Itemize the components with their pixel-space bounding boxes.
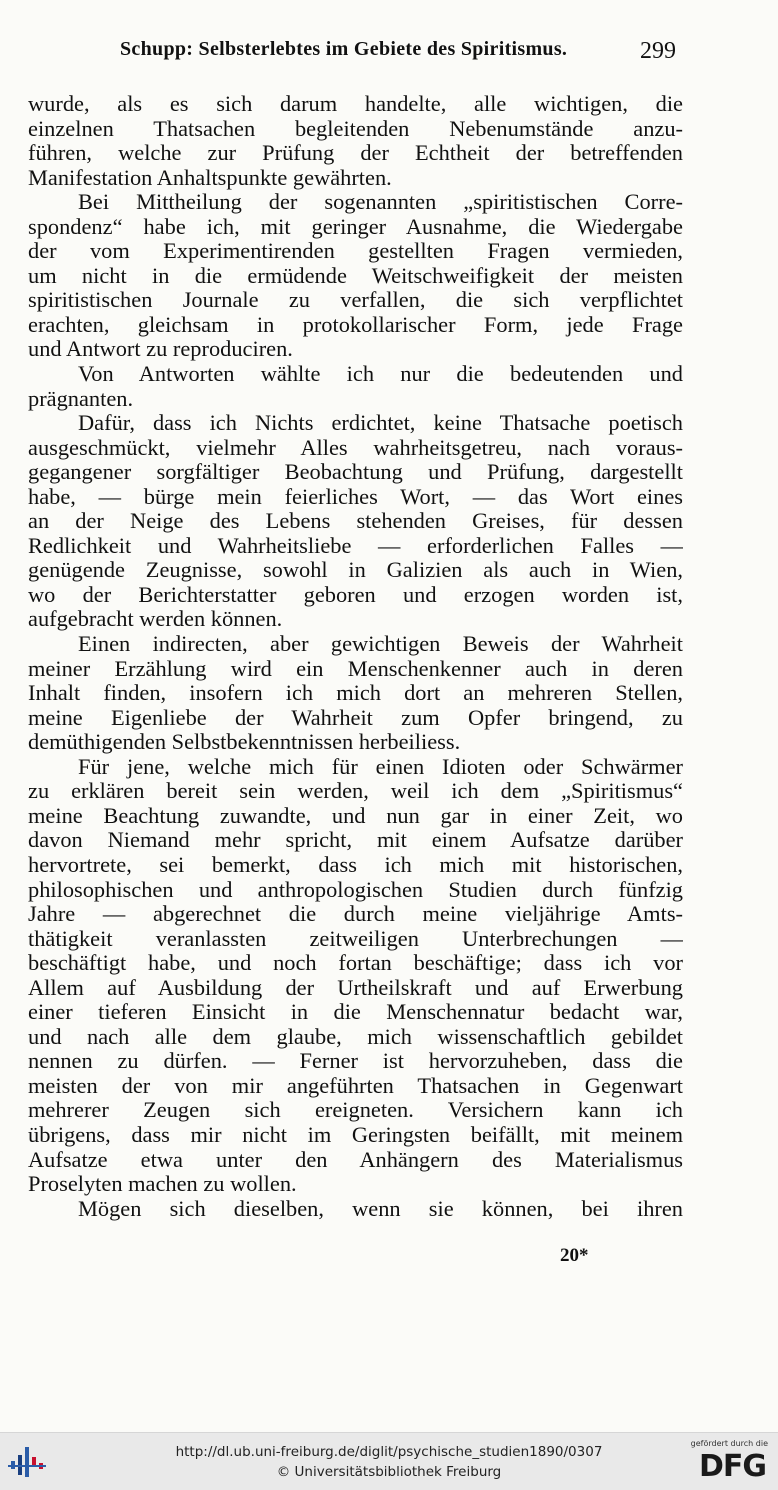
text-line: thätigkeit veranlassten zeitweiligen Unterbrechungen — bbox=[28, 926, 683, 951]
text-line: gegangener sorgfältiger Beobachtung und Prüfung, dargestellt bbox=[28, 460, 683, 485]
funder-note: gefördert durch die bbox=[690, 1439, 768, 1448]
text-line: demüthigenden Selbstbekenntnissen herbeiliess. bbox=[28, 730, 461, 755]
page-number: 299 bbox=[640, 38, 676, 64]
text-line: einzelnen Thatsachen begleitenden Nebenumstände anzu- bbox=[28, 116, 683, 141]
text-line: Jahre — abgerechnet die durch meine vieljährige Amts- bbox=[28, 902, 683, 927]
permalink[interactable]: http://dl.ub.uni-freiburg.de/diglit/psychische_studien1890/0307 bbox=[175, 1444, 603, 1460]
text-line: einer tieferen Einsicht in die Menschennatur bedacht war, bbox=[28, 1000, 683, 1025]
text-line: genügende Zeugnisse, sowohl in Galizien als auch in Wien, bbox=[28, 558, 683, 583]
text-line: und Antwort zu reproduciren. bbox=[28, 337, 293, 362]
text-line: Allem auf Ausbildung der Urtheilskraft und auf Erwerbung bbox=[28, 975, 683, 1000]
running-head-title: Schupp: Selbsterlebtes im Gebiete des Spiritismus. bbox=[120, 38, 568, 60]
text-line: zu erklären bereit sein werden, weil ich dem „Spiritismus“ bbox=[28, 779, 683, 804]
text-line: spiritistischen Journale zu verfallen, die sich verpflichtet bbox=[28, 288, 683, 313]
text-line: hervortrete, sei bemerkt, dass ich mich mit historischen, bbox=[28, 852, 683, 877]
text-line: Mögen sich dieselben, wenn sie können, bei ihren bbox=[78, 1196, 683, 1221]
text-line: führen, welche zur Prüfung der Echtheit der betreffenden bbox=[28, 141, 683, 166]
text-line: Inhalt finden, insofern ich mich dort an mehreren Stellen, bbox=[28, 681, 683, 706]
text-line: Dafür, dass ich Nichts erdichtet, keine Thatsache poetisch bbox=[78, 411, 683, 436]
signature-mark: 20* bbox=[560, 1245, 589, 1266]
text-line: an der Neige des Lebens stehenden Greises, für dessen bbox=[28, 509, 683, 534]
text-line: um nicht in die ermüdende Weitschweifigkeit der meisten bbox=[28, 263, 683, 288]
copyright-notice: © Universitätsbibliothek Freiburg bbox=[276, 1464, 502, 1480]
text-line: übrigens, dass mir nicht im Geringsten beifällt, mit meinem bbox=[28, 1122, 683, 1147]
text-line: prägnanten. bbox=[28, 386, 134, 411]
text-line: erachten, gleichsam in protokollarischer Form, jede Frage bbox=[28, 312, 683, 337]
text-line: davon Niemand mehr spricht, mit einem Aufsatze darüber bbox=[28, 828, 683, 853]
text-line: und nach alle dem glaube, mich wissenschaftlich gebildet bbox=[28, 1024, 683, 1049]
body-text bbox=[28, 92, 683, 1221]
viewer-footer bbox=[0, 1432, 778, 1490]
text-line: Von Antworten wählte ich nur die bedeutenden und bbox=[78, 362, 683, 387]
text-line: Bei Mittheilung der sogenannten „spiritistischen Corre- bbox=[78, 190, 683, 215]
text-line: philosophischen und anthropologischen Studien durch fünfzig bbox=[28, 877, 683, 902]
text-line: Manifestation Anhaltspunkte gewährten. bbox=[28, 165, 392, 190]
text-line: Redlichkeit und Wahrheitsliebe — erforderlichen Falles — bbox=[28, 533, 683, 558]
text-line: mehrerer Zeugen sich ereigneten. Versichern kann ich bbox=[28, 1098, 683, 1123]
text-line: habe, — bürge mein feierliches Wort, — das Wort eines bbox=[28, 484, 683, 509]
text-line: Für jene, welche mich für einen Idioten oder Schwärmer bbox=[78, 754, 683, 779]
text-line: aufgebracht werden können. bbox=[28, 607, 283, 632]
text-line: spondenz“ habe ich, mit geringer Ausnahme, die Wiedergabe bbox=[28, 214, 683, 239]
text-line: beschäftigt habe, und noch fortan beschäftige; dass ich vor bbox=[28, 951, 683, 976]
text-line: meiner Erzählung wird ein Menschenkenner auch in deren bbox=[28, 656, 683, 681]
dfg-logo[interactable]: DFG bbox=[698, 1449, 766, 1484]
text-line: ausgeschmückt, vielmehr Alles wahrheitsgetreu, nach voraus- bbox=[28, 435, 683, 460]
text-line: der vom Experimentirenden gestellten Fragen vermieden, bbox=[28, 239, 683, 264]
text-line: nennen zu dürfen. — Ferner ist hervorzuheben, dass die bbox=[28, 1049, 683, 1074]
text-line: Proselyten machen zu wollen. bbox=[28, 1172, 297, 1197]
text-line: wurde, als es sich darum handelte, alle wichtigen, die bbox=[28, 92, 683, 116]
text-line: Einen indirecten, aber gewichtigen Beweis der Wahrheit bbox=[78, 632, 683, 657]
text-line: meine Eigenliebe der Wahrheit zum Opfer bringend, zu bbox=[28, 705, 683, 730]
text-line: meine Beachtung zuwandte, und nun gar in einer Zeit, wo bbox=[28, 803, 683, 828]
text-line: meisten der von mir angeführten Thatsachen in Gegenwart bbox=[28, 1073, 683, 1098]
text-line: Aufsatze etwa unter den Anhängern des Materialismus bbox=[28, 1147, 683, 1172]
text-line: wo der Berichterstatter geboren und erzogen worden ist, bbox=[28, 582, 683, 607]
